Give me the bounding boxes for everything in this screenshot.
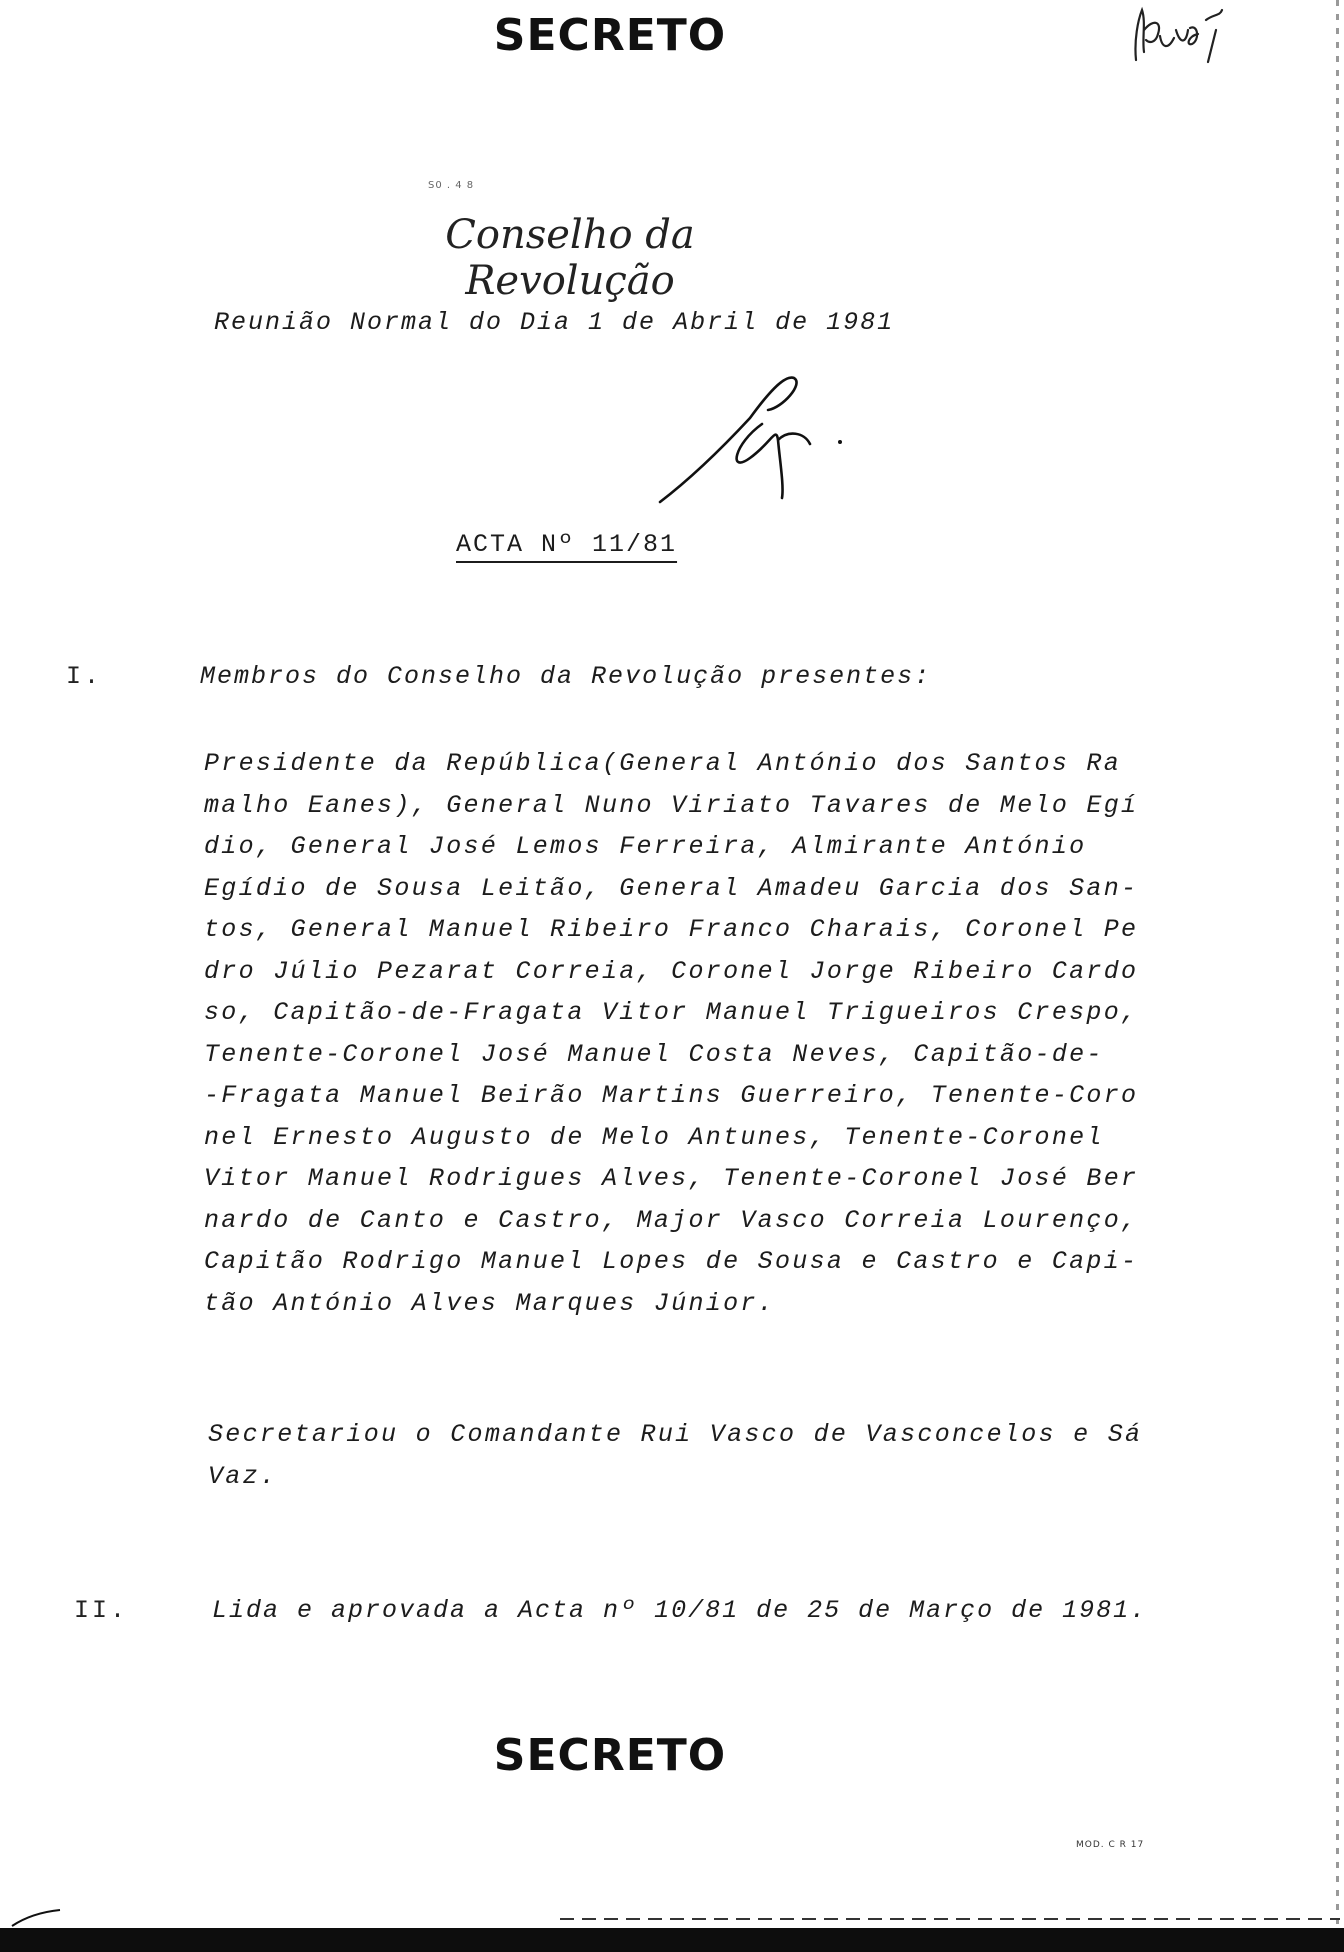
reference-code: S0 . 4 8 xyxy=(428,180,475,191)
member-line: Presidente da República(General António dos Santos Ra xyxy=(204,749,1122,778)
members-paragraph xyxy=(204,743,1139,1324)
classification-stamp-bottom: SECRETO xyxy=(493,1730,727,1781)
section-number-2: II. xyxy=(74,1596,129,1625)
secretary-paragraph xyxy=(208,1414,1143,1498)
handwritten-initials xyxy=(1128,0,1238,70)
form-code: MOD. C R 17 xyxy=(1076,1840,1145,1850)
classification-stamp-top: SECRETO xyxy=(493,10,727,61)
member-line: malho Eanes), General Nuno Viriato Tavares de Melo Egí xyxy=(204,790,1139,820)
member-line: Vitor Manuel Rodrigues Alves, Tenente-Coronel José Ber xyxy=(204,1164,1139,1193)
section-1-heading: Membros do Conselho da Revolução presentes: xyxy=(200,662,932,691)
scan-edge-bottom-dashes xyxy=(560,1918,1340,1920)
section-2-text: Lida e aprovada a Acta nº 10/81 de 25 de Março de 1981. xyxy=(212,1596,1148,1625)
member-line: so, Capitão-de-Fragata Vitor Manuel Trigueiros Crespo, xyxy=(204,998,1139,1027)
meeting-date-line: Reunião Normal do Dia 1 de Abril de 1981 xyxy=(214,308,895,337)
member-line: Tenente-Coronel José Manuel Costa Neves, Capitão-de- xyxy=(204,1039,1104,1069)
member-line: Capitão Rodrigo Manuel Lopes de Sousa e Castro e Capi- xyxy=(204,1247,1139,1276)
member-line: tos, General Manuel Ribeiro Franco Charais, Coronel Pe xyxy=(204,915,1139,944)
secretary-line: Vaz. xyxy=(208,1462,278,1491)
acta-number: ACTA Nº 11/81 xyxy=(456,530,678,559)
signature-mark xyxy=(654,366,854,516)
member-line: Egídio de Sousa Leitão, General Amadeu Garcia dos San- xyxy=(204,873,1139,903)
section-number-1: I. xyxy=(66,662,103,691)
member-line: dro Júlio Pezarat Correia, Coronel Jorge Ribeiro Cardo xyxy=(204,956,1139,986)
member-line: nel Ernesto Augusto de Melo Antunes, Tenente-Coronel xyxy=(204,1122,1104,1152)
council-title: Conselho da Revolução xyxy=(445,212,695,304)
member-line: tão António Alves Marques Júnior. xyxy=(204,1288,775,1318)
scan-border-bottom xyxy=(0,1928,1344,1952)
member-line: dio, General José Lemos Ferreira, Almirante António xyxy=(204,832,1087,861)
scan-edge-right xyxy=(1336,0,1339,1930)
secretary-line: Secretariou o Comandante Rui Vasco de Vasconcelos e Sá xyxy=(208,1420,1143,1449)
member-line: -Fragata Manuel Beirão Martins Guerreiro, Tenente-Coro xyxy=(204,1081,1139,1110)
member-line: nardo de Canto e Castro, Major Vasco Correia Lourenço, xyxy=(204,1205,1139,1235)
scan-corner-mark xyxy=(10,1908,70,1928)
